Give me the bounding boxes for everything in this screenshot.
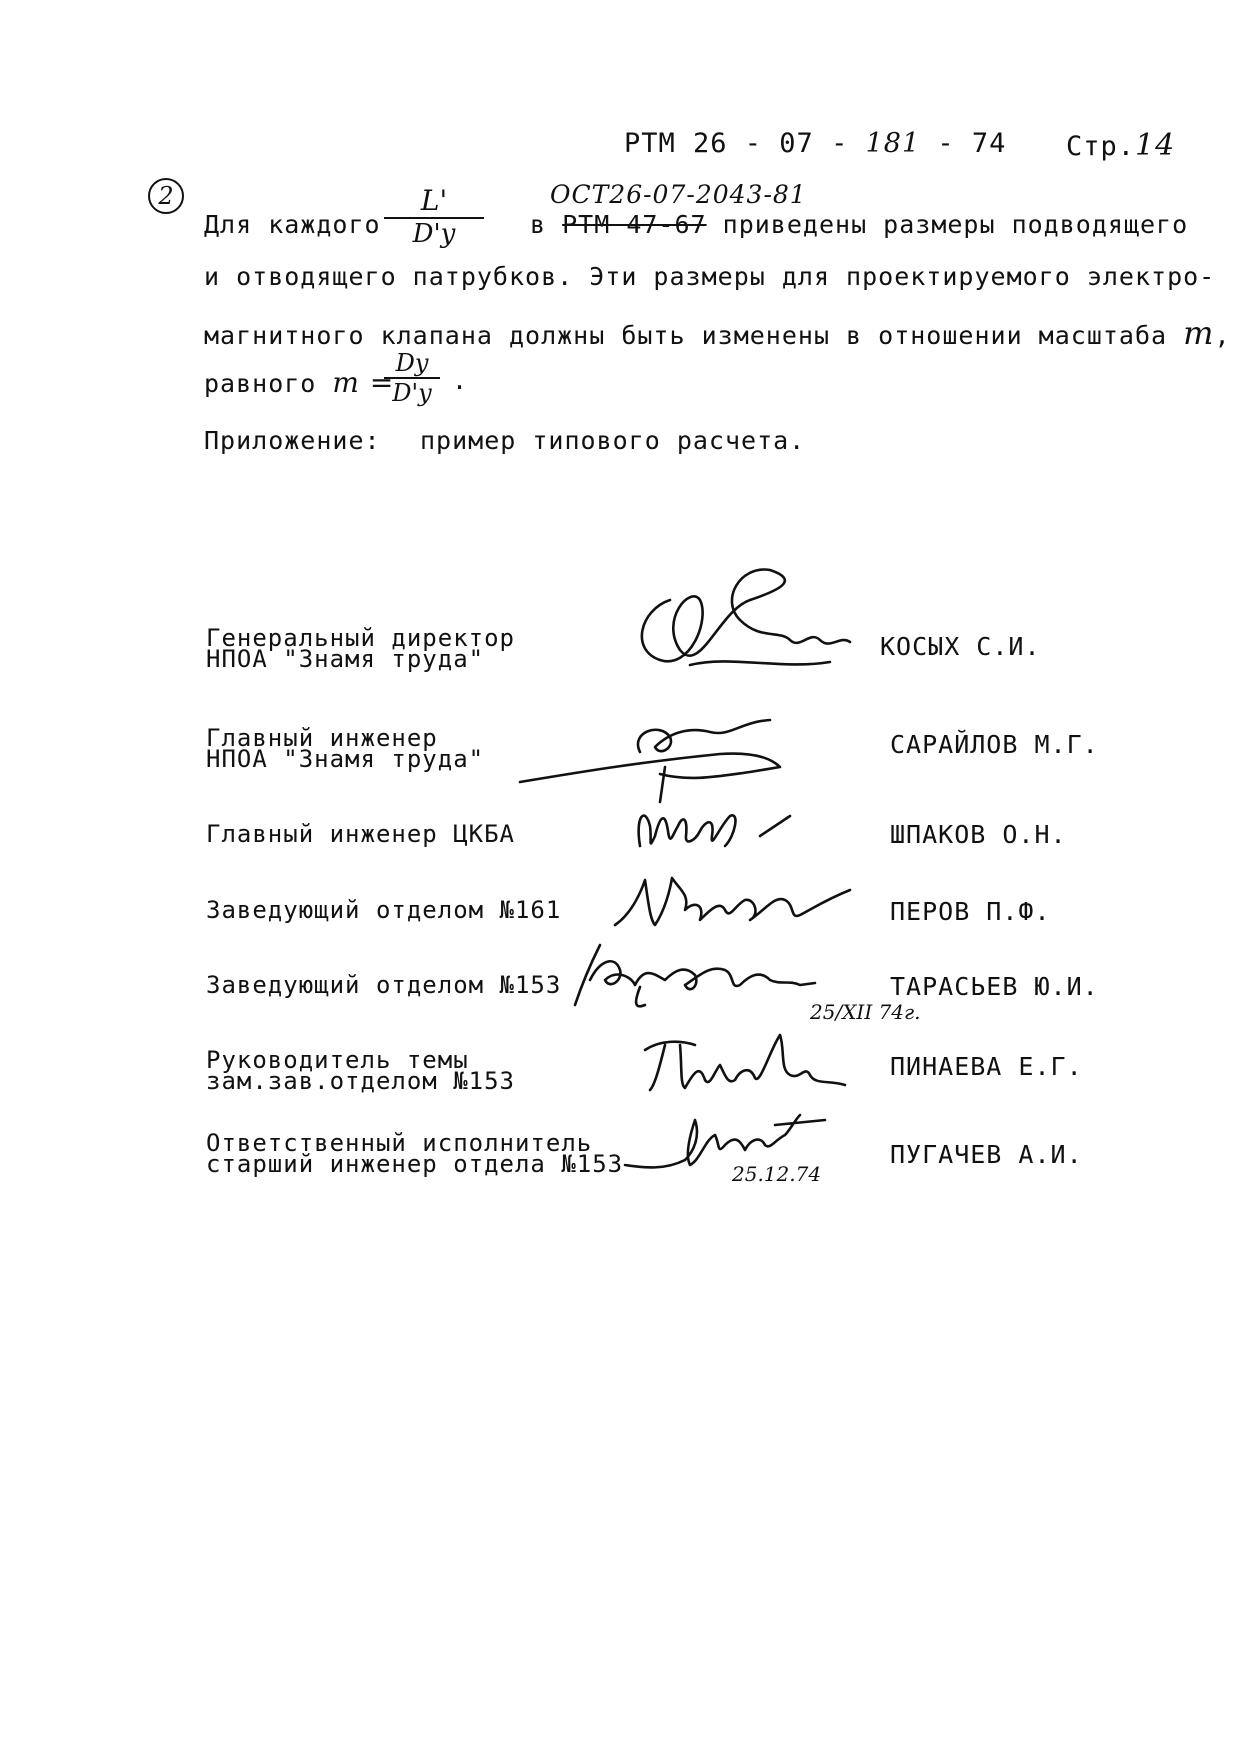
signature-pinaeva	[640, 1030, 850, 1100]
signatory-name: ПИНАЕВА Е.Г.	[890, 1052, 1083, 1081]
signature-kosykh	[630, 580, 870, 680]
line-4-text: равного	[204, 369, 317, 398]
page-number	[1066, 128, 1175, 163]
signature-shpakov	[630, 796, 810, 876]
signatory-title: Руководитель темы зам.зав.отделом №153	[206, 1046, 515, 1095]
body-line-1-start: Для каждого	[204, 210, 381, 239]
signatory-name: КОСЫХ С.И.	[880, 632, 1041, 661]
page-label: Стр.	[1066, 131, 1136, 162]
signature-date: 25.12.74	[732, 1162, 822, 1186]
signatory-name: САРАЙЛОВ М.Г.	[890, 730, 1099, 759]
fraction-denominator: D'y	[392, 379, 432, 407]
signature-date: 25/XII 74г.	[810, 1000, 921, 1024]
signatory-name: ТАРАСЬЕВ Ю.И.	[890, 972, 1099, 1001]
body-line-3	[204, 314, 1231, 352]
document-code	[624, 128, 1006, 159]
fraction-numerator: Dy	[395, 349, 429, 377]
symbol-m: m	[1183, 314, 1215, 352]
signatory-title: Ответственный исполнитель старший инженер отдела №153	[206, 1129, 624, 1178]
body-line-4-start	[204, 366, 394, 399]
preposition-v: в	[530, 210, 547, 239]
line-4-period: .	[452, 366, 469, 395]
fraction-denominator: D'y	[412, 219, 456, 249]
body-line-2: и отводящего патрубков. Эти размеры для проектируемого электро-	[204, 262, 1216, 291]
line-3-comma: ,	[1214, 321, 1231, 350]
handwritten-new-reference: ОСТ26-07-2043-81	[550, 180, 807, 209]
correction-circle-mark: 2	[148, 178, 184, 214]
signatory-name: ШПАКОВ О.Н.	[890, 820, 1067, 849]
doc-number-handwritten: 181	[865, 128, 921, 159]
signatory-title: Генеральный директор НПОА "Знамя труда"	[206, 624, 515, 673]
signatory-title: Заведующий отделом №161	[206, 896, 562, 924]
m-equals: m =	[332, 366, 395, 399]
signature-perov	[610, 870, 860, 940]
signature-sarailov	[520, 712, 800, 802]
appendix-text: пример типового расчета.	[420, 426, 806, 455]
signatory-title: Заведующий отделом №153	[206, 971, 562, 999]
body-line-1-end	[530, 210, 1188, 239]
signatory-name: ПУГАЧЕВ А.И.	[890, 1140, 1083, 1169]
line-3-text: магнитного клапана должны быть изменены в отношении масштаба	[204, 321, 1168, 350]
fraction-numerator: L'	[420, 184, 448, 217]
signatory-name: ПЕРОВ П.Ф.	[890, 897, 1051, 926]
struck-reference: РТМ 47-67	[562, 210, 707, 239]
signatory-title: Главный инженер ЦКБА	[206, 820, 515, 848]
doc-suffix: - 74	[937, 128, 1007, 159]
signatory-title: Главный инженер НПОА "Знамя труда"	[206, 724, 485, 773]
line-1-tail: приведены размеры подводящего	[722, 210, 1189, 239]
doc-prefix: РТМ 26 - 07 -	[624, 128, 849, 159]
fraction-l-over-dy	[384, 186, 484, 248]
page-number-handwritten: 14	[1135, 128, 1176, 163]
fraction-dy-over-dy	[384, 350, 440, 406]
appendix-label: Приложение:	[204, 426, 381, 455]
